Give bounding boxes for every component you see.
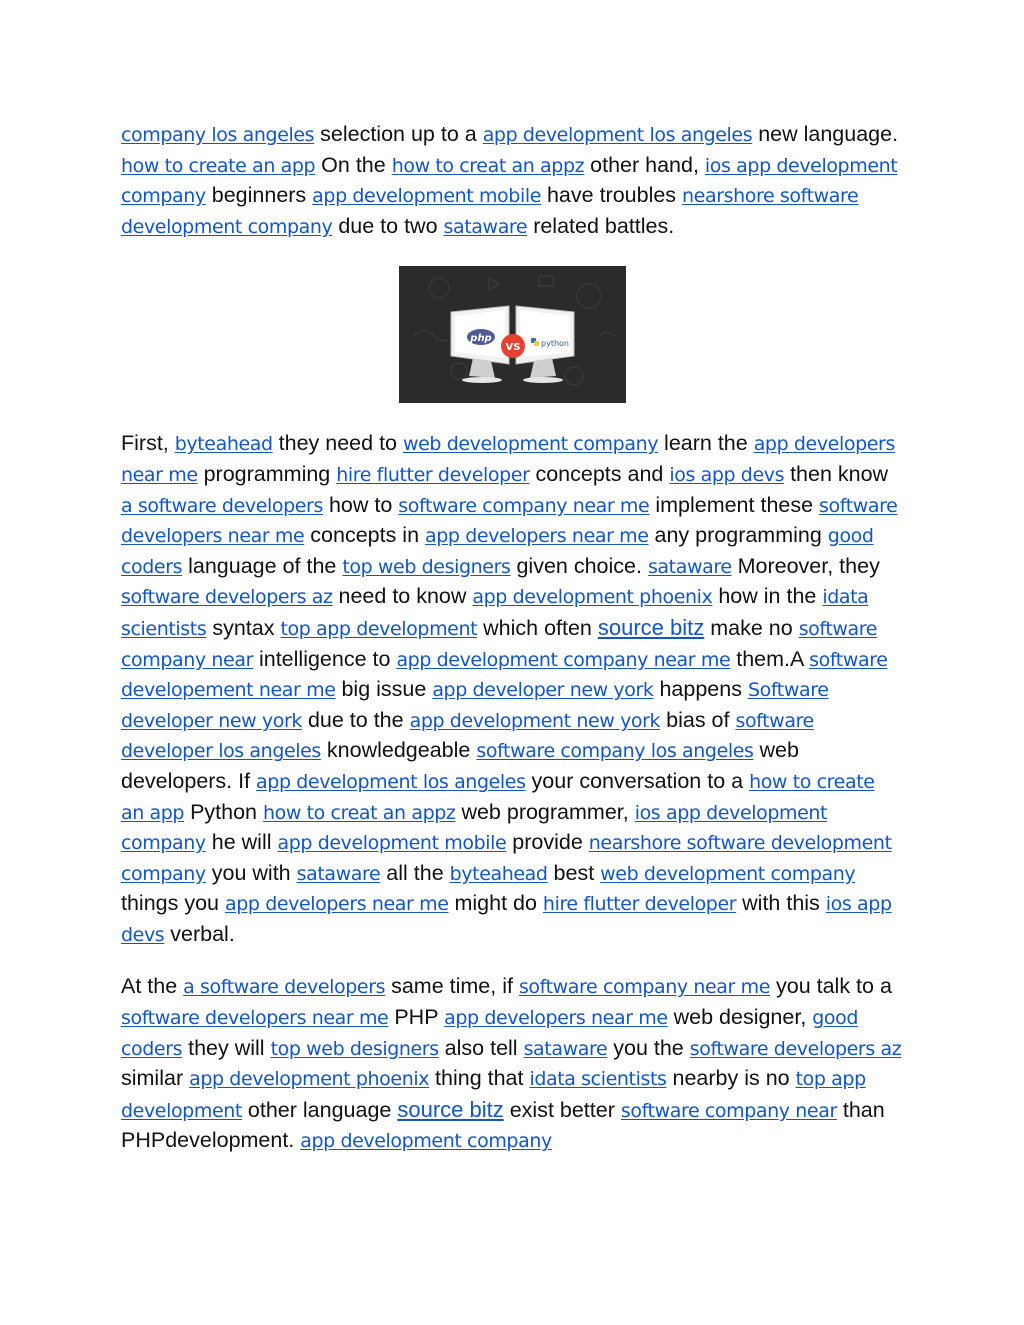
inline-link[interactable]: ios app development company (121, 801, 828, 855)
body-text: Python (184, 799, 263, 824)
body-text: your conversation to a (525, 768, 750, 793)
body-text: web programmer, (455, 799, 635, 824)
inline-link[interactable]: software company near (121, 617, 878, 671)
inline-link[interactable]: ios app development company (121, 154, 898, 208)
inline-link[interactable]: nearshore software development company (121, 185, 859, 238)
inline-link[interactable]: web development company (600, 862, 856, 885)
body-text: Moreover, they (731, 553, 880, 578)
body-text: due to two (332, 213, 444, 238)
inline-link[interactable]: a software developers (183, 976, 386, 999)
inline-link[interactable]: good coders (121, 1007, 859, 1060)
inline-link[interactable]: sataware (296, 862, 381, 885)
inline-link[interactable]: app developers near me (224, 893, 449, 916)
body-text: other hand, (584, 152, 705, 177)
body-text: things you (121, 891, 225, 916)
inline-link[interactable]: app development los angeles (482, 124, 753, 146)
vs-label: VS (505, 342, 521, 354)
inline-link[interactable]: company los angeles (121, 124, 315, 146)
inline-link[interactable]: app development new york (409, 709, 661, 732)
body-text: how in the (712, 584, 823, 609)
body-text: all the (380, 860, 450, 885)
body-text: given choice. (510, 553, 648, 578)
body-text: than PHPdevelopment. (121, 1097, 885, 1153)
body-text: beginners (205, 183, 313, 208)
body-text: he will (205, 830, 278, 855)
body-text: On the (315, 152, 392, 177)
body-text: nearby is no (666, 1066, 796, 1091)
inline-link[interactable]: top web designers (270, 1037, 439, 1060)
inline-link[interactable]: web development company (402, 433, 659, 456)
paragraph-closing (121, 972, 903, 1157)
inline-link[interactable]: how to create an app (121, 770, 875, 824)
inline-link[interactable]: app development company (300, 1130, 552, 1153)
body-text: due to the (301, 707, 410, 732)
body-text: make no (704, 615, 799, 640)
body-text: similar (121, 1066, 190, 1091)
inline-link[interactable]: software company near me (398, 494, 650, 517)
inline-link[interactable]: software company near me (518, 976, 771, 999)
inline-link[interactable]: byteahead (174, 433, 273, 456)
inline-link[interactable]: sataware (443, 215, 528, 238)
inline-link[interactable]: app development phoenix (472, 586, 713, 609)
inline-link[interactable]: software developer los angeles (121, 709, 814, 763)
inline-link[interactable]: byteahead (449, 862, 548, 885)
php-vs-python-illustration (399, 266, 626, 403)
inline-link[interactable]: app development mobile (312, 185, 541, 208)
inline-link[interactable]: good coders (121, 525, 874, 578)
inline-link[interactable]: software developers near me (121, 1007, 389, 1030)
inline-link[interactable]: software developers az (689, 1037, 902, 1060)
inline-link[interactable]: how to create an app (121, 154, 316, 177)
body-text: exist better (503, 1097, 621, 1122)
inline-link[interactable]: software company los angeles (476, 740, 754, 763)
body-text: same time, if (385, 974, 519, 999)
inline-link[interactable]: app development los angeles (256, 770, 526, 793)
inline-link[interactable]: hire flutter developer (542, 893, 737, 916)
inline-link[interactable]: source bitz (397, 1096, 504, 1122)
body-text: bias of (660, 707, 736, 732)
inline-link[interactable]: how to creat an appz (391, 154, 585, 177)
inline-link[interactable]: app development company near me (396, 648, 731, 671)
body-text: you the (607, 1035, 690, 1060)
body-text: how to (322, 492, 399, 517)
inline-link[interactable]: app developers near me (121, 433, 895, 486)
inline-link[interactable]: app development phoenix (189, 1068, 430, 1091)
inline-link[interactable]: hire flutter developer (336, 463, 530, 486)
inline-link[interactable]: app developers near me (425, 525, 649, 548)
body-text: At the (121, 974, 184, 999)
body-text: big issue (335, 677, 433, 702)
inline-link[interactable]: app developer new york (432, 679, 654, 702)
inline-link[interactable]: Software developer new york (121, 679, 829, 732)
document-body (121, 120, 903, 1157)
body-text: which often (477, 615, 598, 640)
inline-link[interactable]: idata scientists (529, 1068, 667, 1091)
body-text: new language. (752, 122, 899, 146)
inline-link[interactable]: software developement near me (121, 648, 888, 702)
body-text: best (547, 860, 601, 885)
body-text: language of the (182, 553, 343, 578)
body-text: have troubles (541, 183, 683, 208)
body-text: concepts in (304, 523, 426, 548)
body-text: related battles. (527, 213, 675, 238)
php-vs-python-image (399, 266, 626, 403)
inline-link[interactable]: idata scientists (121, 586, 869, 640)
body-text: you talk to a (770, 974, 892, 999)
body-text: web designer, (667, 1005, 813, 1030)
inline-link[interactable]: sataware (647, 555, 732, 578)
inline-link[interactable]: app development mobile (277, 832, 507, 855)
body-text: programming (197, 461, 337, 486)
body-text: learn the (658, 431, 754, 456)
inline-link[interactable]: ios app devs (121, 893, 892, 946)
body-text: also tell (438, 1035, 524, 1060)
body-text: First, (121, 431, 175, 456)
body-text: with this (736, 891, 826, 916)
body-text: you with (205, 860, 297, 885)
paragraph-main (121, 429, 903, 950)
inline-link[interactable]: how to creat an appz (262, 801, 456, 824)
body-text: PHP (388, 1005, 445, 1030)
inline-link[interactable]: source bitz (597, 614, 705, 640)
body-text: might do (448, 891, 543, 916)
body-text: provide (506, 830, 589, 855)
body-text: then know (784, 461, 889, 486)
body-text: concepts and (529, 461, 670, 486)
body-text: web developers. If (121, 738, 799, 793)
body-text: they need to (272, 431, 403, 456)
inline-link[interactable]: software company near (620, 1099, 837, 1122)
inline-link[interactable]: sataware (523, 1037, 608, 1060)
inline-link[interactable]: software developers az (121, 586, 333, 609)
php-label: php (470, 333, 492, 345)
body-text: happens (653, 677, 748, 702)
body-text: need to know (332, 584, 473, 609)
python-label: python (541, 339, 569, 349)
body-text: syntax (206, 615, 281, 640)
inline-link[interactable]: top web designers (342, 555, 511, 578)
inline-link[interactable]: app developers near me (444, 1007, 668, 1030)
body-text: them.A (730, 646, 810, 671)
inline-link[interactable]: software developers near me (121, 494, 898, 548)
body-text: they will (182, 1035, 271, 1060)
inline-link[interactable]: ios app devs (669, 463, 785, 486)
body-text: any programming (648, 523, 828, 548)
inline-link[interactable]: a software developers (121, 494, 323, 517)
body-text: verbal. (164, 921, 235, 946)
body-text: thing that (429, 1066, 530, 1091)
body-text: knowledgeable (320, 738, 477, 763)
inline-link[interactable]: top app development (280, 617, 478, 640)
body-text: intelligence to (253, 646, 397, 671)
inline-link[interactable]: nearshore software development company (121, 832, 892, 885)
body-text: other language (241, 1097, 398, 1122)
inline-link[interactable]: top app development (121, 1068, 866, 1122)
paragraph-intro (121, 120, 903, 242)
body-text: implement these (649, 492, 820, 517)
body-text: selection up to a (314, 122, 483, 146)
